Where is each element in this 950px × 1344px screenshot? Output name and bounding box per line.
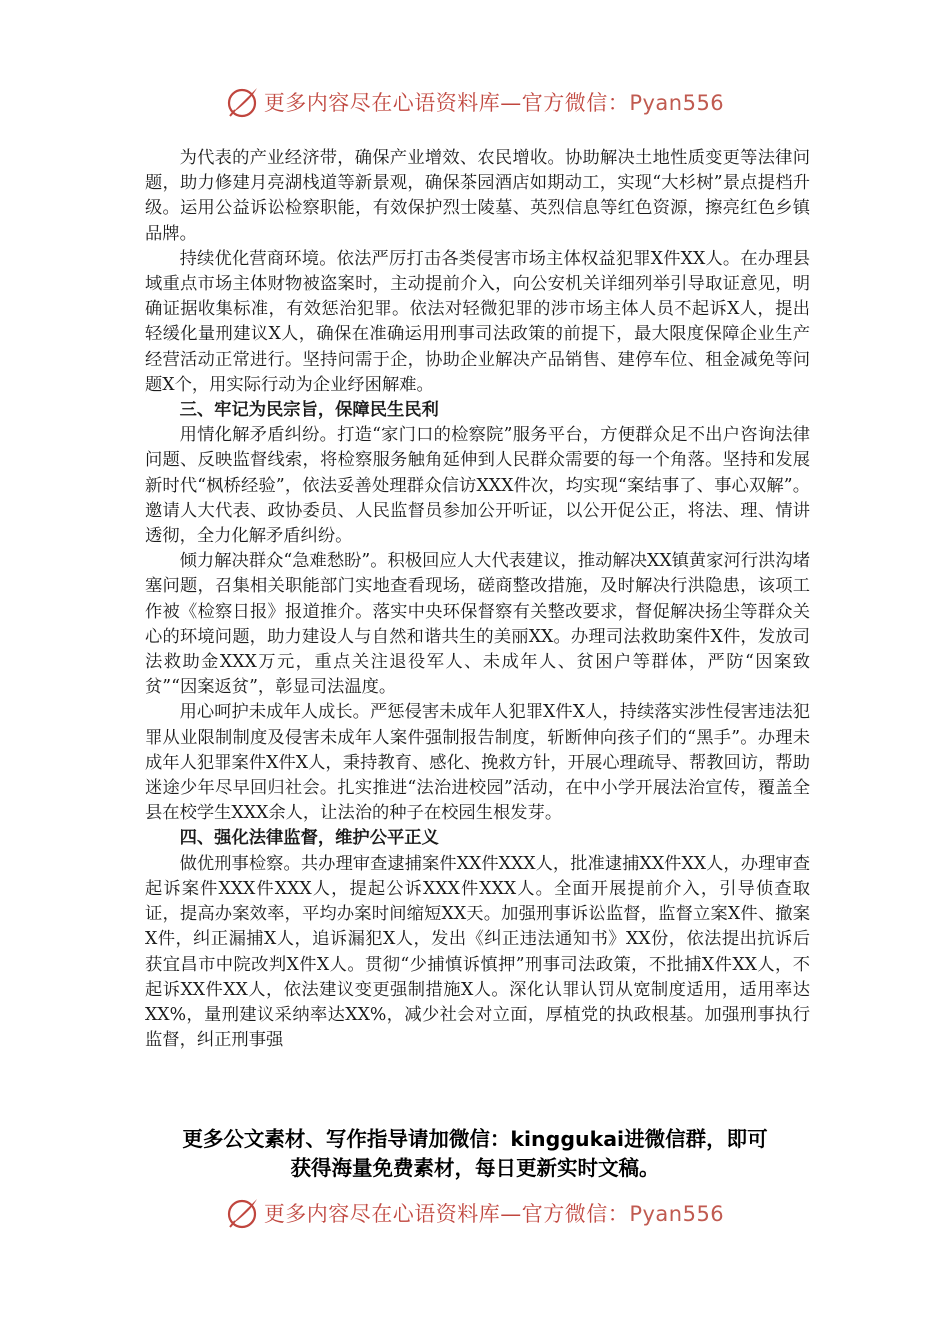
paragraph: 持续优化营商环境。依法严厉打击各类侵害市场主体权益犯罪X件XX人。在办理县域重点市场主体财物被盗案时，主动提前介入，向公安机关详细列举引导取证意见，明确证据收集标准，有效惩治犯罪。依法对轻微犯罪的涉市场主体人员不起诉X人，提出轻缓化量刑建议X人，确保在准确运用刑事司法政策的前提下，最大限度保障企业生产经营活动正常进行。坚持问需于企，协助企业解决产品销售、建停车位、租金减免等问题X个，用实际行动为企业纾困解难。: [145, 248, 810, 395]
paragraph: 用心呵护未成年人成长。严惩侵害未成年人犯罪X件X人，持续落实涉性侵害违法犯罪从业限制制度及侵害未成年人案件强制报告制度，斩断伸向孩子们的“黑手”。办理未成年人犯罪案件X件X人，秉持教育、感化、挽救方针，开展心理疏导、帮教回访，帮助迷途少年尽早回归社会。扎实推进“法治进校园”活动，在中小学开展法治宣传，覆盖全县在校学生XXX余人，让法治的种子在校园生根发芽。: [145, 702, 810, 824]
section-heading: 四、强化法律监督，维护公平正义: [179, 828, 439, 849]
footer-banner-text: 更多内容尽在心语资料库—官方微信：Pyan556: [263, 1202, 725, 1226]
promo-line: 更多公文素材、写作指导请加微信：kinggukai进微信群，即可: [182, 1127, 768, 1151]
header-wechat-id: Pyan556: [629, 91, 725, 115]
paragraph: 为代表的产业经济带，确保产业增效、农民增收。协助解决土地性质变更等法律问题，助力修建月亮湖栈道等新景观，确保茶园酒店如期动工，实现“大杉树”景点提档升级。运用公益诉讼检察职能，有效保护烈士陵墓、英烈信息等红色资源，擦亮红色乡镇品牌。: [145, 148, 810, 244]
quill-logo-icon: [226, 1196, 260, 1230]
promo-notice: [120, 1125, 830, 1183]
header-banner: [0, 82, 950, 122]
paragraph: 做优刑事检察。共办理审查逮捕案件XX件XXX人，批准逮捕XX件XX人，办理审查起诉案件XXX件XXX人，提起公诉XXX件XXX人。全面开展提前介入，引导侦查取证，提高办案效率，平均办案时间缩短XX天。加强刑事诉讼监督，监督立案X件、撤案X件，纠正漏捕X人，追诉漏犯X人，发出《纠正违法通知书》XX份，依法提出抗诉后获宜昌市中院改判X件X人。贯彻“少捕慎诉慎押”刑事司法政策，不批捕X件XX人，不起诉XX件XX人，依法建议变更强制措施X人。深化认罪认罚从宽制度适用，适用率达XX%，量刑建议采纳率达XX%，减少社会对立面，厚植党的执政根基。加强刑事执行监督，纠正刑事强: [145, 853, 810, 1051]
footer-wechat-id: Pyan556: [629, 1202, 725, 1226]
paragraph: 用情化解矛盾纠纷。打造“家门口的检察院”服务平台，方便群众足不出户咨询法律问题、反映监督线索，将检察服务触角延伸到人民群众需要的每一个角落。坚持和发展新时代“枫桥经验”，依法妥善处理群众信访XXX件次，均实现“案结事了、事心双解”。邀请人大代表、政协委员、人民监督员参加公开听证，以公开促公正，将法、理、情讲透彻，全力化解矛盾纠纷。: [145, 425, 810, 547]
footer-banner: [0, 1193, 950, 1233]
quill-logo-icon: [226, 85, 260, 119]
section-heading: 三、牢记为民宗旨，保障民生民利: [179, 400, 439, 421]
paragraph: 倾力解决群众“急难愁盼”。积极回应人大代表建议，推动解决XX镇黄家河行洪沟堵塞问题，召集相关职能部门实地查看现场，磋商整改措施，及时解决行洪隐患，该项工作被《检察日报》报道推介。落实中央环保督察有关整改要求，督促解决扬尘等群众关心的环境问题，助力建设人与自然和谐共生的美丽XX。办理司法救助案件X件，发放司法救助金XXX万元，重点关注退役军人、未成年人、贫困户等群体，严防“因案致贫”“因案返贫”，彰显司法温度。: [145, 551, 810, 698]
header-banner-text: 更多内容尽在心语资料库—官方微信：Pyan556: [263, 91, 725, 115]
document-body: [145, 146, 810, 1053]
promo-line: 获得海量免费素材，每日更新实时文稿。: [290, 1156, 660, 1180]
